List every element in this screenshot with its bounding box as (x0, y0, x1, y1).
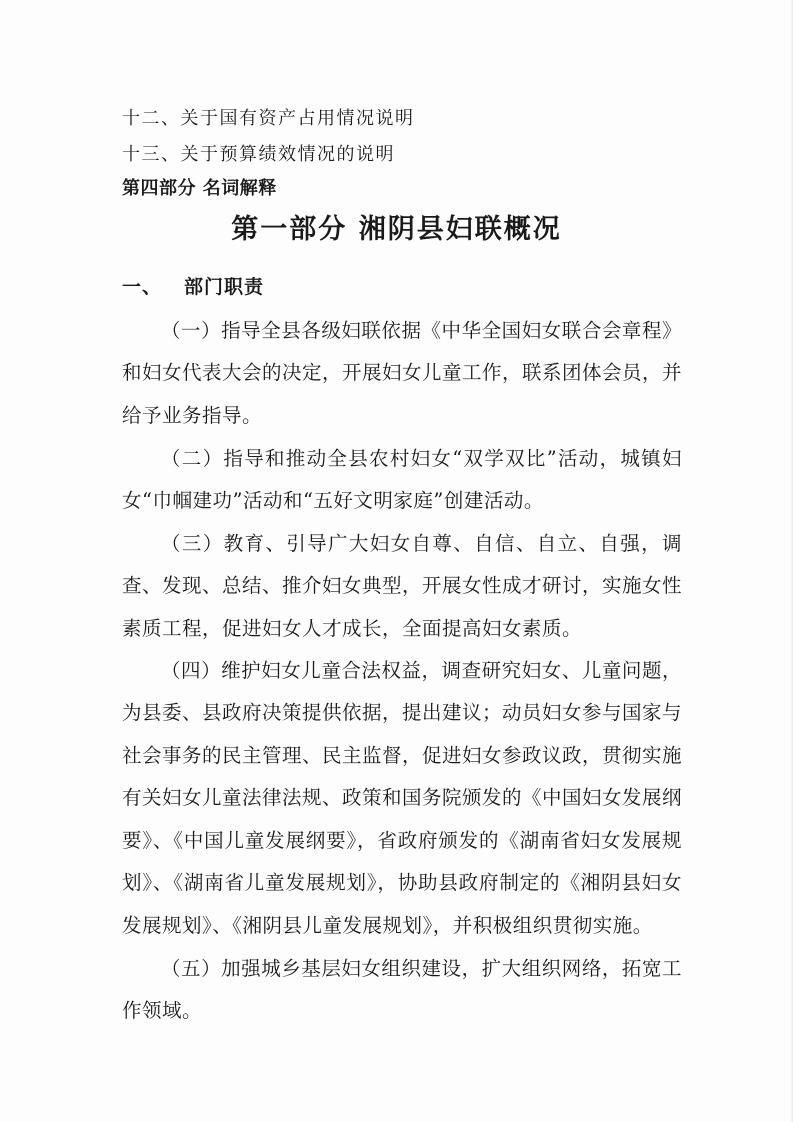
section-title: 部门职责 (184, 276, 265, 298)
duty-paragraph-4: （四）维护妇女儿童合法权益，调查研究妇女、儿童问题，为县委、县政府决策提供依据，提出建议；动员妇女参与国家与社会事务的民主管理、民主监督，促进妇女参政议政，贯彻实施有关妇女儿童法律法规、政策和国务院颁发的《中国妇女发展纲要》、《中国儿童发展纲要》，省政府颁发的《湖南省妇女发展规划》、《湖南省儿童发展规划》，协助县政府制定的《湘阴县妇女发展规划》、《湘阴县儿童发展规划》，并积极组织贯彻实施。 (122, 658, 683, 937)
toc-item-13: 十三、关于预算绩效情况的说明 (122, 144, 395, 165)
duty-paragraph-1: （一）指导全县各级妇联依据《中华全国妇女联合会章程》和妇女代表大会的决定，开展妇女儿童工作，联系团体会员，并给予业务指导。 (122, 318, 683, 427)
duty-paragraph-5: （五）加强城乡基层妇女组织建设，扩大组织网络，拓宽工作领域。 (122, 956, 682, 1022)
toc-item-12: 十二、关于国有资产占用情况说明 (122, 108, 415, 129)
part-title: 第一部分 湘阴县妇联概况 (231, 214, 562, 245)
duty-paragraph-3: （三）教育、引导广大妇女自尊、自信、自立、自强，调查、发现、总结、推介妇女典型，开展女性成才研讨，实施女性素质工程，促进妇女人才成长，全面提高妇女素质。 (122, 531, 683, 640)
section-heading (122, 272, 264, 299)
section-number: 一、 (122, 276, 163, 298)
toc-part-4: 第四部分 名词解释 (122, 178, 277, 199)
duty-paragraph-2: （二）指导和推动全县农村妇女“双学双比”活动，城镇妇女“巾帼建功”活动和“五好文明家庭”创建活动。 (122, 446, 682, 512)
